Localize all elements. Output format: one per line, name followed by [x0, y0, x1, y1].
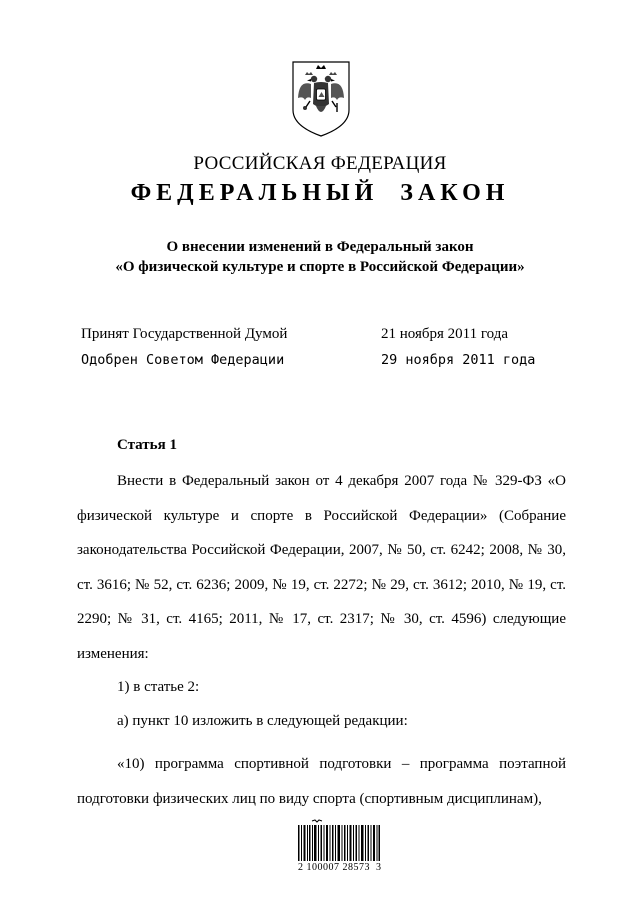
barcode-number: 2 100007 28573 3: [298, 862, 382, 873]
list-item: а) пункт 10 изложить в следующей редакции:: [117, 713, 408, 729]
country-name: РОССИЙСКАЯ ФЕДЕРАЦИЯ: [193, 153, 447, 174]
list-item: 1) в статье 2:: [117, 679, 200, 695]
approval-date-council: 29 ноября 2011 года: [381, 352, 536, 368]
law-type-heading: ФЕДЕРАЛЬНЫЙ ЗАКОН: [130, 180, 510, 206]
approval-label-council: Одобрен Советом Федерации: [81, 352, 285, 368]
barcode-icon: [298, 819, 380, 861]
law-subject: [0, 237, 640, 277]
adoption-date-duma: 21 ноября 2011 года: [381, 326, 509, 342]
subject-line: О внесении изменений в Федеральный закон: [166, 239, 474, 255]
coat-of-arms-icon: [289, 60, 353, 138]
article-intro-paragraph: Внести в Федеральный закон от 4 декабря 2007 года № 329-ФЗ «О физической культуре и спорте в Российской Федерации» (Собрание законодательства Российской Федерации, 2007, № 50, ст. 6242; 2008, № 30, ст. 3616; № 52, ст. 6236; 2009, № 19, ст. 2272; № 29, ст. 3612; 2010, № 19, ст. 2290; № 31, ст. 4165; 2011, № 17, ст. 2317; № 30, ст. 4596) следующие изменения:: [77, 473, 566, 662]
article-title: Статья 1: [117, 437, 177, 453]
quoted-amendment-paragraph: «10) программа спортивной подготовки – программа поэтапной подготовки физических лиц по виду спорта (спортивным дисциплинам),: [77, 756, 566, 807]
subject-line: «О физической культуре и спорте в Российской Федерации»: [115, 259, 525, 275]
adoption-label-duma: Принят Государственной Думой: [81, 326, 288, 342]
